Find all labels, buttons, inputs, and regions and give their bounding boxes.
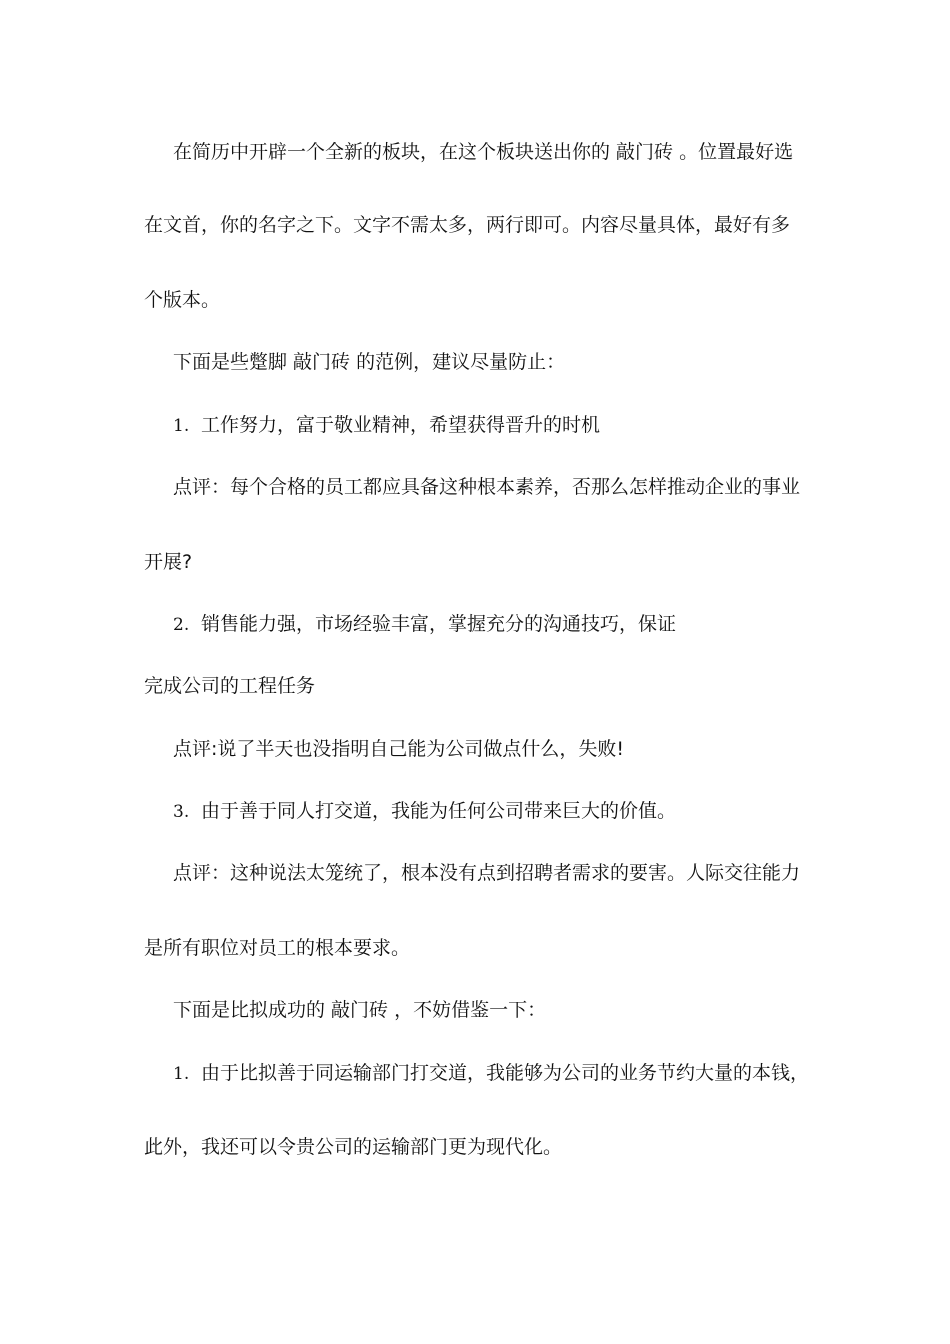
paragraph-line (144, 673, 814, 699)
list-number: 1. (173, 416, 190, 436)
line-text: 个版本。 (144, 289, 221, 311)
line-text: 下面是比拟成功的 敲门砖 ，不妨借鉴一下： (173, 999, 547, 1021)
line-text: 在文首，你的名字之下。文字不需太多，两行即可。内容尽量具体，最好有多 (144, 214, 791, 236)
paragraph-line (144, 549, 814, 575)
line-text: 在简历中开辟一个全新的板块，在这个板块送出你的 敲门砖 。位置最好选 (173, 141, 794, 163)
line-text: 点评：每个合格的员工都应具备这种根本素养，否那么怎样推动企业的事业 (173, 476, 801, 498)
paragraph-line (173, 474, 843, 500)
line-text: 完成公司的工程任务 (144, 675, 316, 697)
list-number: 3. (173, 802, 190, 822)
line-text: 由于比拟善于同运输部门打交道，我能够为公司的业务节约大量的本钱， (201, 1062, 810, 1084)
paragraph-line (173, 860, 843, 886)
list-item (173, 611, 843, 638)
paragraph-line (144, 287, 814, 313)
line-text: 点评：这种说法太笼统了，根本没有点到招聘者需求的要害。人际交往能力 (173, 862, 801, 884)
list-item (173, 1060, 843, 1087)
paragraph-line (144, 935, 814, 961)
line-text: 由于善于同人打交道，我能为任何公司带来巨大的价值。 (201, 800, 677, 822)
paragraph-line (144, 212, 814, 238)
list-number: 2. (173, 615, 190, 635)
line-text: 此外，我还可以令贵公司的运输部门更为现代化。 (144, 1136, 563, 1158)
line-text: 销售能力强，市场经验丰富，掌握充分的沟通技巧，保证 (201, 613, 677, 635)
line-text: 下面是些蹩脚 敲门砖 的范例，建议尽量防止： (173, 351, 566, 373)
paragraph-line (173, 349, 843, 375)
paragraph-line (173, 997, 843, 1023)
paragraph-line (144, 1134, 814, 1160)
list-number: 1. (173, 1064, 190, 1084)
line-text: 开展? (144, 551, 193, 573)
list-item (173, 798, 843, 825)
paragraph-line (173, 736, 843, 762)
line-text: 点评:说了半天也没指明自己能为公司做点什么，失败! (173, 738, 625, 760)
paragraph-line (173, 139, 843, 165)
line-text: 是所有职位对员工的根本要求。 (144, 937, 411, 959)
list-item (173, 412, 843, 439)
line-text: 工作努力，富于敬业精神，希望获得晋升的时机 (201, 414, 601, 436)
